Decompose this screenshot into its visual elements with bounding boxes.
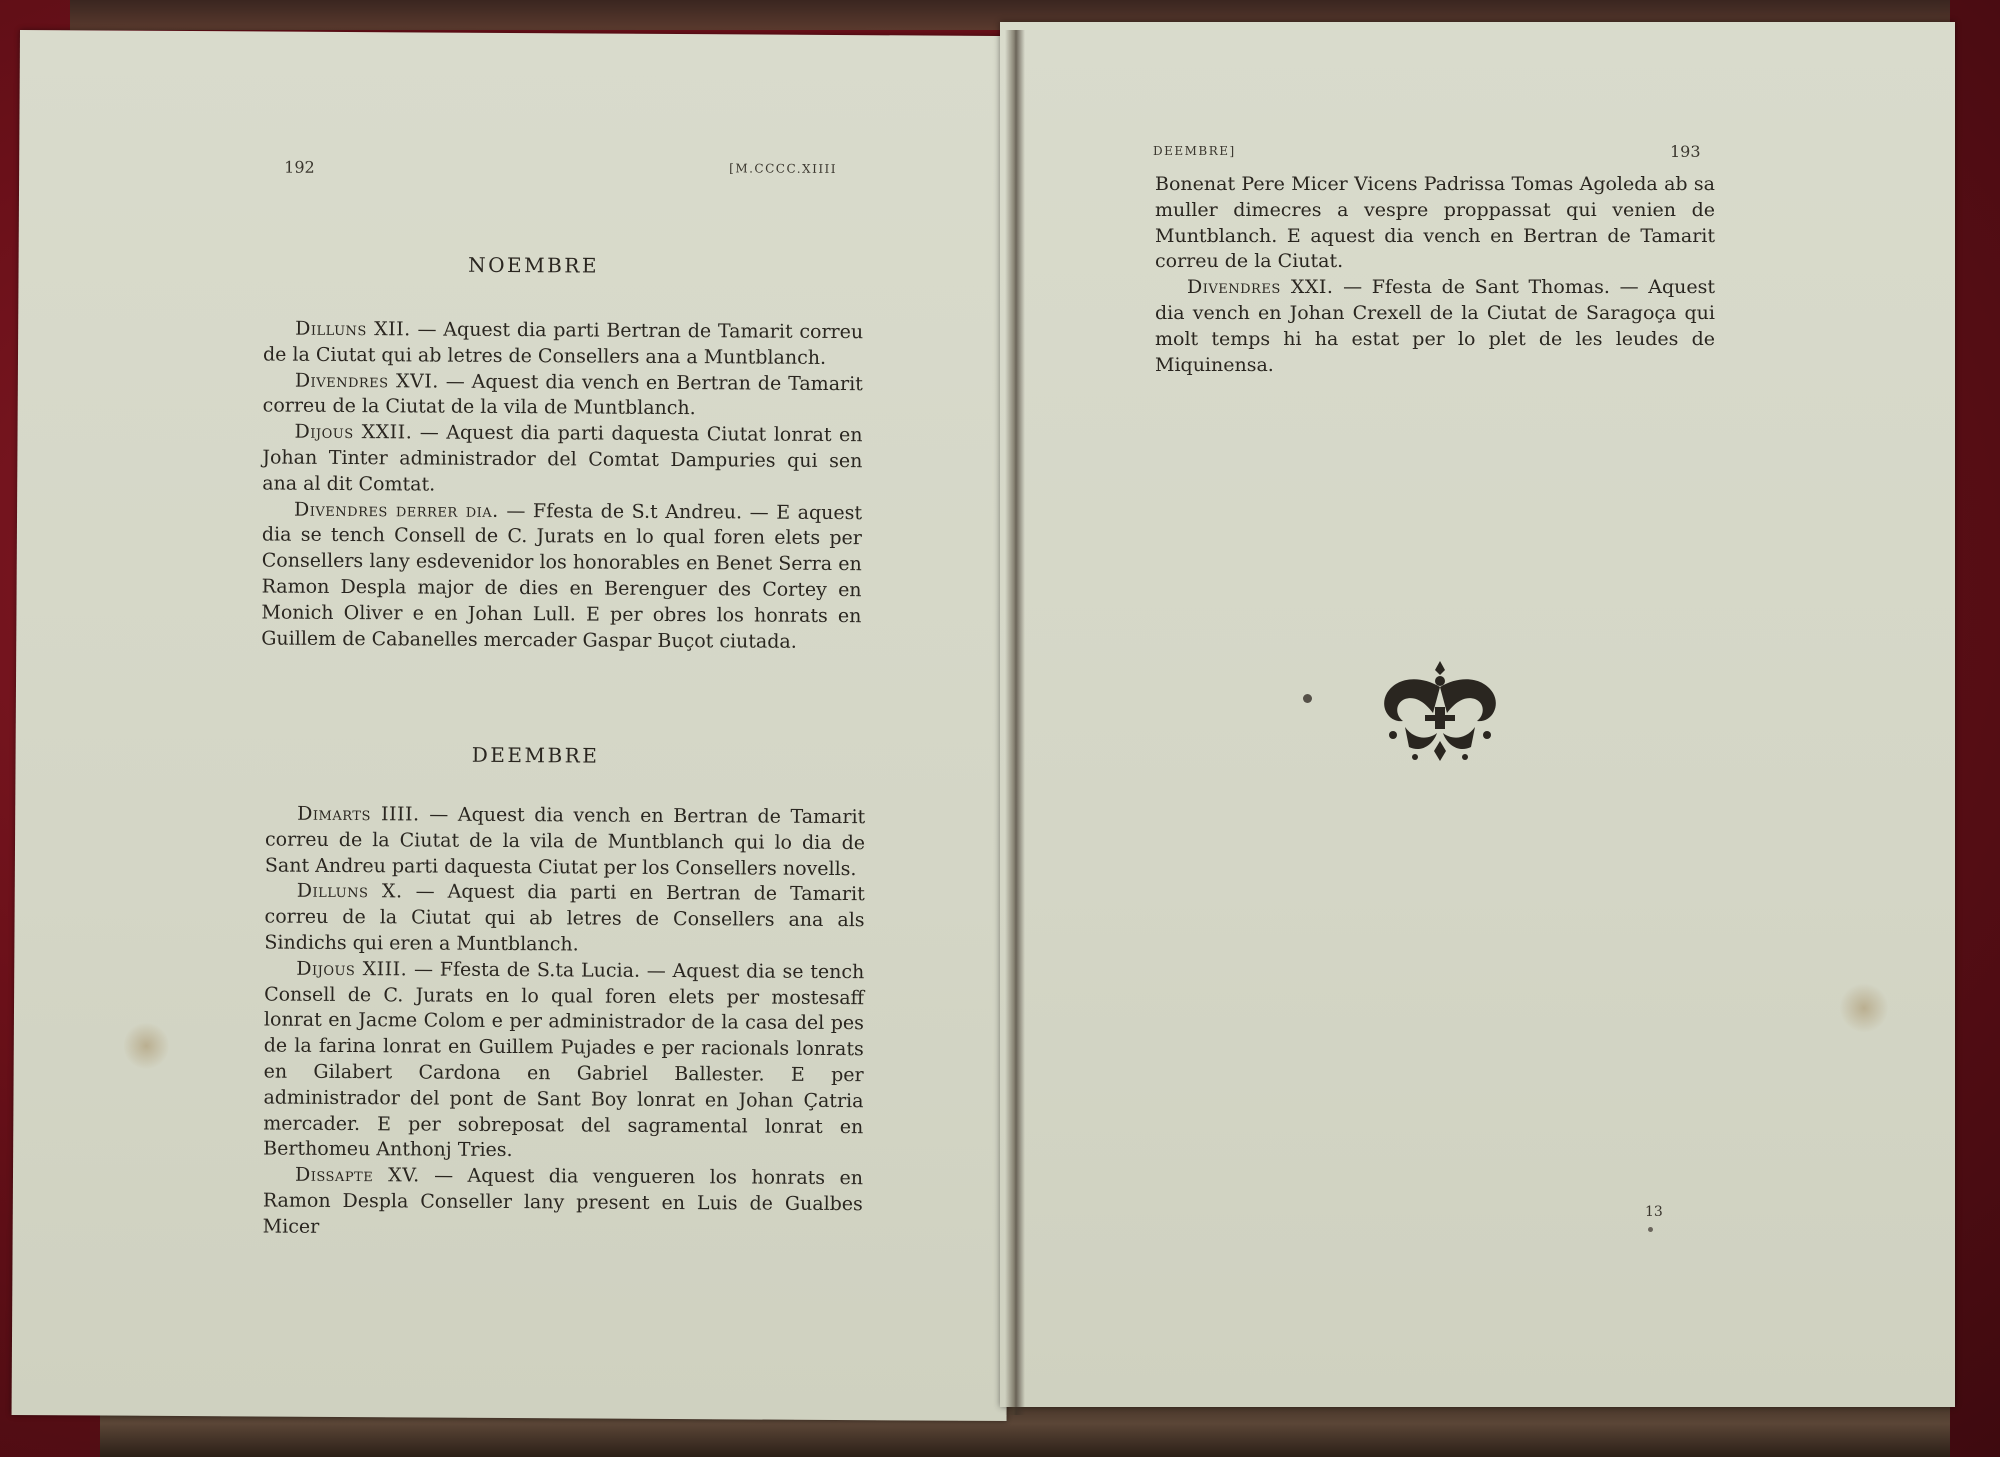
entry-text: — Ffesta de S.ta Lucia. — Aquest dia se tench Consell de C. Jurats en lo qual foren elets per mostesaff lonrat en Jacme Colom e per administrador de la casa del pes de la farina lonrat en Guillem Pujades e per racionals lonrats en Gilabert Cardona en Gabriel Ballester. E per administrador del pont de Sant Boy lonrat en Johan Çatria mercader. E per sobreposat del sagramental lonrat en Berthomeu Anthonj Tries.: [263, 958, 865, 1162]
section-heading-deembre: DEEMBRE: [471, 742, 600, 768]
entry-text: — Ffesta de Sant Thomas. — Aquest dia vench en Johan Crexell de la Ciutat de Saragoça qui molt temps hi ha estat per lo plet de les leudes de Miquinensa.: [1155, 276, 1715, 376]
continuation-text: Bonenat Pere Micer Vicens Padrissa Tomas Agoleda ab sa muller dimecres a vespre proppassat qui venien de Muntblanch. E aquest dia vench en Bertran de Tamarit correu de la Ciutat.: [1155, 173, 1715, 273]
running-head: DEEMBRE]: [1153, 144, 1236, 158]
page-number: 193: [1670, 142, 1701, 161]
paper-speck: [1648, 1227, 1653, 1232]
paper-speck: [1303, 694, 1312, 703]
entry-date: Dilluns XII.: [295, 317, 411, 341]
entry-date: Dilluns X.: [296, 880, 403, 903]
paper-stain: [124, 1021, 169, 1071]
left-page: [12, 30, 1015, 1421]
entry-date: Divendres XVI.: [294, 369, 439, 393]
entry-text: — Aquest dia vench en Bertran de Tamarit correu de la Ciutat de la vila de Muntblanch.: [262, 370, 863, 420]
paper-stain: [1840, 982, 1888, 1034]
entry-text: — Aquest dia parti daquesta Ciutat lonrat en Johan Tinter administrador del Comtat Dampuries qui sen ana al dit Comtat.: [262, 421, 863, 496]
section-body-noembre: [261, 316, 863, 655]
entry: [1155, 275, 1715, 378]
entry: [261, 497, 862, 655]
entry: [264, 879, 864, 960]
running-head: [M.CCCC.XIIII: [729, 161, 838, 176]
entry: [263, 956, 864, 1166]
fleuron-ornament-icon: [1375, 657, 1505, 767]
entry: [262, 420, 862, 501]
entry-text: — Aquest dia vengueren los honrats en Ramon Despla Conseller lany present en Luis de Gualbes Micer: [262, 1164, 864, 1238]
entry-text: — Aquest dia parti Bertran de Tamarit correu de la Ciutat qui ab letres de Consellers ana a Muntblanch.: [262, 318, 864, 369]
entry-date: Dissapte XV.: [294, 1163, 420, 1187]
entry-date: Dijous XIII.: [296, 957, 408, 981]
book-gutter: [1005, 30, 1025, 1415]
page-number: 192: [284, 157, 315, 177]
page-body: [1155, 172, 1715, 378]
signature-mark: 13: [1645, 1204, 1663, 1220]
entry: [265, 802, 865, 883]
entry-text: — Ffesta de S.t Andreu. — E aquest dia se tench Consell de C. Jurats en lo qual foren elets per Consellers lany esdevenidor los honorables en Benet Serra en Ramon Despla major de dies en Berenguer des Cortey en Monich Oliver e en Johan Lull. E per obres los honrats en Guillem de Cabanelles mercader Gaspar Buçot ciutada.: [261, 499, 863, 653]
section-heading-noembre: NOEMBRE: [468, 252, 600, 278]
entry-text: — Aquest dia vench en Bertran de Tamarit correu de la Ciutat de la vila de Muntblanch qui lo dia de Sant Andreu parti daquesta Ciutat per los Consellers novells.: [264, 803, 866, 880]
entry-date: Divendres XXI.: [1187, 276, 1334, 299]
entry-date: Dimarts IIII.: [297, 802, 420, 826]
entry: [263, 1163, 863, 1244]
right-page: [1000, 22, 1955, 1407]
entry-date: Dijous XXII.: [294, 420, 413, 444]
section-body-deembre: [263, 802, 866, 1244]
entry: [263, 368, 863, 423]
entry-text: — Aquest dia parti en Bertran de Tamarit correu de la Ciutat qui ab letres de Consellers ana als Sindichs qui eren a Muntblanch.: [264, 880, 865, 956]
entry: [263, 316, 863, 371]
entry-date: Divendres derrer dia.: [294, 498, 499, 522]
